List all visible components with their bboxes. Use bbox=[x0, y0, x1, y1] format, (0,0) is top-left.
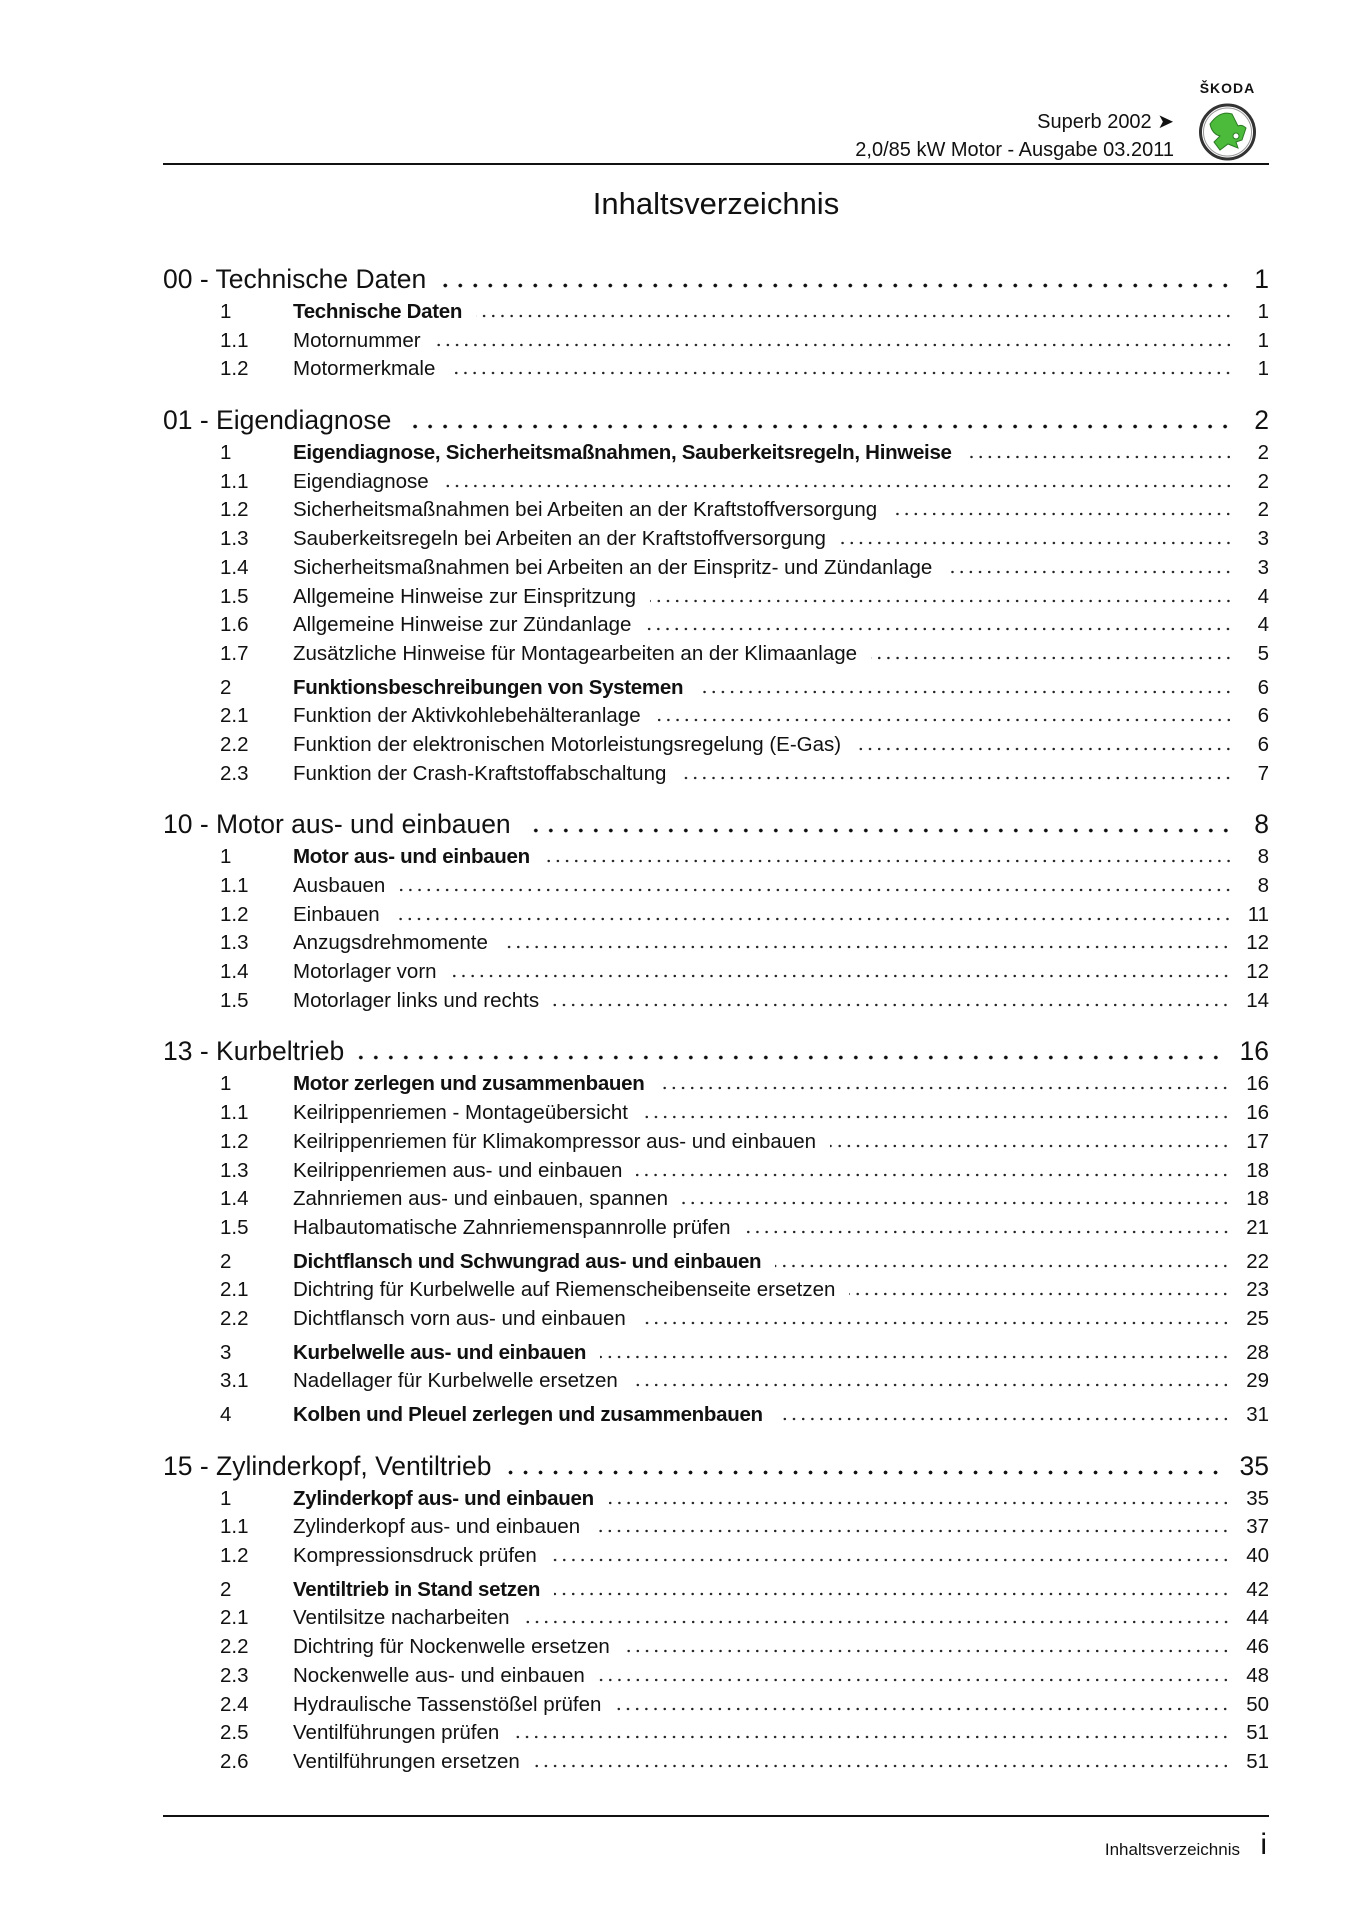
toc-chapter[interactable] bbox=[163, 1578, 1269, 1607]
toc-section[interactable] bbox=[163, 1036, 1269, 1072]
entry-page: 5 bbox=[1257, 641, 1269, 665]
entry-number: 3.1 bbox=[220, 1369, 249, 1393]
dot-leader bbox=[608, 1501, 1230, 1505]
toc-subentry[interactable] bbox=[163, 498, 1269, 527]
dot-leader bbox=[697, 690, 1233, 694]
entry-page: 11 bbox=[1247, 902, 1269, 926]
entry-title: Nockenwelle aus- und einbauen bbox=[293, 1663, 585, 1687]
dot-leader bbox=[632, 1383, 1230, 1387]
entry-title: Funktion der Crash-Kraftstoffabschaltung bbox=[293, 761, 667, 785]
skoda-logo-icon bbox=[1190, 80, 1265, 162]
dot-leader bbox=[440, 283, 1233, 288]
dot-leader bbox=[830, 1144, 1230, 1148]
entry-number: 2.2 bbox=[220, 732, 249, 756]
toc-subentry[interactable] bbox=[163, 960, 1269, 989]
entry-title: Ventilführungen prüfen bbox=[293, 1721, 500, 1745]
entry-page: 6 bbox=[1257, 675, 1269, 699]
toc-chapter[interactable] bbox=[163, 1072, 1269, 1101]
toc-subentry[interactable] bbox=[163, 1635, 1269, 1664]
entry-title: 15 - Zylinderkopf, Ventiltrieb bbox=[163, 1450, 492, 1481]
entry-number: 1.7 bbox=[220, 641, 249, 665]
entry-number: 1.1 bbox=[220, 1515, 249, 1539]
entry-number: 2.1 bbox=[220, 704, 249, 728]
entry-title: Eigendiagnose bbox=[293, 469, 429, 493]
dot-leader bbox=[650, 599, 1233, 603]
header-engine: 2,0/85 kW Motor - Ausgabe 03.2011 bbox=[855, 139, 1174, 161]
toc-section[interactable] bbox=[163, 405, 1269, 441]
entry-title: Dichtflansch und Schwungrad aus- und einbauen bbox=[293, 1249, 762, 1273]
entry-page: 8 bbox=[1254, 809, 1269, 840]
entry-page: 2 bbox=[1257, 469, 1269, 493]
toc-subentry[interactable] bbox=[163, 733, 1269, 762]
toc-subentry[interactable] bbox=[163, 585, 1269, 614]
entry-title: Dichtflansch vorn aus- und einbauen bbox=[293, 1306, 626, 1330]
entry-title: Motornummer bbox=[293, 328, 421, 352]
header-rule bbox=[163, 163, 1269, 165]
entry-title: Allgemeine Hinweise zur Einspritzung bbox=[293, 584, 636, 608]
toc-chapter[interactable] bbox=[163, 441, 1269, 470]
entry-page: 6 bbox=[1257, 732, 1269, 756]
dot-leader bbox=[524, 1620, 1231, 1624]
entry-title: Dichtring für Kurbelwelle auf Riemenscheibenseite ersetzen bbox=[293, 1278, 836, 1302]
dot-leader bbox=[745, 1230, 1231, 1234]
entry-page: 35 bbox=[1239, 1450, 1269, 1481]
dot-leader bbox=[449, 371, 1233, 375]
entry-title: Kurbelwelle aus- und einbauen bbox=[293, 1340, 587, 1364]
entry-page: 16 bbox=[1246, 1072, 1269, 1096]
dot-leader bbox=[777, 1417, 1230, 1421]
dot-leader bbox=[655, 718, 1233, 722]
entry-number: 2.4 bbox=[220, 1692, 249, 1716]
entry-page: 2 bbox=[1257, 498, 1269, 522]
entry-number: 1.4 bbox=[220, 1187, 249, 1211]
toc-subentry[interactable] bbox=[163, 329, 1269, 358]
entry-page: 8 bbox=[1257, 874, 1269, 897]
dot-leader bbox=[658, 1086, 1230, 1090]
dot-leader bbox=[502, 945, 1230, 949]
toc-section[interactable] bbox=[163, 264, 1269, 300]
toc-section[interactable] bbox=[163, 809, 1269, 845]
dot-leader bbox=[645, 627, 1233, 631]
toc-subentry[interactable] bbox=[163, 642, 1269, 671]
entry-number: 1.1 bbox=[220, 874, 249, 897]
entry-page: 18 bbox=[1246, 1158, 1269, 1182]
toc-chapter[interactable] bbox=[163, 300, 1269, 329]
entry-number: 2.6 bbox=[220, 1749, 249, 1773]
entry-title: Zylinderkopf aus- und einbauen bbox=[293, 1486, 594, 1510]
entry-title: Anzugsdrehmomente bbox=[293, 931, 488, 955]
entry-title: Motormerkmale bbox=[293, 357, 436, 381]
toc-subentry[interactable] bbox=[163, 1750, 1269, 1779]
entry-title: Keilrippenriemen - Montageübersicht bbox=[293, 1101, 629, 1125]
entry-page: 28 bbox=[1246, 1340, 1269, 1364]
entry-title: Nadellager für Kurbelwelle ersetzen bbox=[293, 1369, 618, 1393]
entry-title: Kolben und Pleuel zerlegen und zusammenbauen bbox=[293, 1403, 763, 1426]
dot-leader bbox=[525, 828, 1233, 833]
entry-number: 2 bbox=[220, 1577, 232, 1601]
toc-subentry[interactable] bbox=[163, 989, 1269, 1018]
entry-number: 2.5 bbox=[220, 1721, 249, 1745]
toc-subentry[interactable] bbox=[163, 931, 1269, 960]
entry-title: Keilrippenriemen aus- und einbauen bbox=[293, 1158, 623, 1182]
entry-number: 1.3 bbox=[220, 1158, 249, 1182]
entry-title: Motor aus- und einbauen bbox=[293, 845, 530, 869]
entry-page: 4 bbox=[1257, 584, 1269, 608]
entry-page: 12 bbox=[1246, 931, 1269, 955]
dot-leader bbox=[594, 1529, 1230, 1533]
dot-leader bbox=[551, 1558, 1230, 1562]
toc-subentry[interactable] bbox=[163, 1307, 1269, 1336]
dot-leader bbox=[405, 424, 1233, 429]
header-model: Superb 2002 ➤ bbox=[1037, 111, 1174, 133]
brand-logo-text: ŠKODA bbox=[1199, 80, 1256, 96]
entry-page: 16 bbox=[1246, 1101, 1269, 1125]
toc-subentry[interactable] bbox=[163, 874, 1269, 903]
entry-page: 1 bbox=[1257, 357, 1269, 381]
entry-title: 01 - Eigendiagnose bbox=[163, 405, 392, 436]
dot-leader bbox=[505, 1470, 1223, 1475]
entry-number: 1.2 bbox=[220, 902, 249, 926]
entry-page: 7 bbox=[1257, 761, 1269, 785]
entry-title: Zusätzliche Hinweise für Montagearbeiten an der Klimaanlage bbox=[293, 641, 858, 665]
entry-number: 2.1 bbox=[220, 1278, 249, 1302]
toc-subentry[interactable] bbox=[163, 1278, 1269, 1307]
entry-number: 2.3 bbox=[220, 761, 249, 785]
toc-subentry[interactable] bbox=[163, 1664, 1269, 1693]
entry-title: Motorlager links und rechts bbox=[293, 988, 540, 1012]
entry-number: 1.6 bbox=[220, 613, 249, 637]
dot-leader bbox=[775, 1264, 1230, 1268]
entry-number: 1.5 bbox=[220, 584, 249, 608]
entry-number: 1.2 bbox=[220, 1544, 249, 1568]
entry-page: 4 bbox=[1257, 613, 1269, 637]
entry-number: 1 bbox=[220, 1072, 232, 1096]
entry-number: 1 bbox=[220, 300, 232, 323]
dot-leader bbox=[600, 1355, 1230, 1359]
entry-page: 37 bbox=[1246, 1515, 1269, 1539]
entry-title: Dichtring für Nockenwelle ersetzen bbox=[293, 1635, 610, 1659]
dot-leader bbox=[451, 974, 1231, 978]
toc-subentry[interactable] bbox=[163, 1544, 1269, 1573]
entry-title: Eigendiagnose, Sicherheitsmaßnahmen, Sauberkeitsregeln, Hinweise bbox=[293, 441, 952, 465]
toc-chapter[interactable] bbox=[163, 1487, 1269, 1516]
dot-leader bbox=[946, 570, 1233, 574]
entry-title: Motorlager vorn bbox=[293, 960, 437, 984]
toc-subentry[interactable] bbox=[163, 1216, 1269, 1245]
entry-title: Motor zerlegen und zusammenbauen bbox=[293, 1072, 645, 1096]
toc-subentry[interactable] bbox=[163, 613, 1269, 642]
toc-subentry[interactable] bbox=[163, 556, 1269, 585]
entry-title: Keilrippenriemen für Klimakompressor aus- und einbauen bbox=[293, 1129, 817, 1153]
entry-page: 6 bbox=[1257, 704, 1269, 728]
dot-leader bbox=[871, 656, 1233, 660]
entry-title: Sicherheitsmaßnahmen bei Arbeiten an der Kraftstoffversorgung bbox=[293, 498, 878, 522]
dot-leader bbox=[682, 1201, 1230, 1205]
entry-page: 3 bbox=[1257, 555, 1269, 579]
dot-leader bbox=[553, 1003, 1230, 1007]
dot-leader bbox=[642, 1115, 1230, 1119]
entry-title: Funktionsbeschreibungen von Systemen bbox=[293, 675, 684, 699]
toc-subentry[interactable] bbox=[163, 1130, 1269, 1159]
entry-page: 17 bbox=[1246, 1129, 1269, 1153]
dot-leader bbox=[435, 343, 1233, 347]
toc-chapter[interactable] bbox=[163, 1403, 1269, 1432]
entry-title: Sicherheitsmaßnahmen bei Arbeiten an der Einspritz- und Zündanlage bbox=[293, 555, 933, 579]
dot-leader bbox=[891, 512, 1233, 516]
dot-leader bbox=[399, 888, 1233, 892]
entry-number: 2.2 bbox=[220, 1635, 249, 1659]
entry-title: Ventilführungen ersetzen bbox=[293, 1749, 520, 1773]
toc-section[interactable] bbox=[163, 1451, 1269, 1487]
entry-page: 14 bbox=[1246, 988, 1269, 1012]
dot-leader bbox=[680, 776, 1233, 780]
toc-subentry[interactable] bbox=[163, 704, 1269, 733]
entry-number: 1.5 bbox=[220, 1215, 249, 1239]
entry-title: 00 - Technische Daten bbox=[163, 264, 427, 294]
entry-page: 35 bbox=[1246, 1486, 1269, 1510]
toc-subentry[interactable] bbox=[163, 903, 1269, 932]
entry-title: Kompressionsdruck prüfen bbox=[293, 1544, 537, 1568]
entry-title: Funktion der Aktivkohlebehälteranlage bbox=[293, 704, 641, 728]
toc-subentry[interactable] bbox=[163, 527, 1269, 556]
dot-leader bbox=[544, 859, 1233, 863]
entry-number: 1.2 bbox=[220, 357, 249, 381]
entry-page: 22 bbox=[1246, 1249, 1269, 1273]
footer-rule bbox=[163, 1815, 1269, 1817]
entry-page: 12 bbox=[1246, 960, 1269, 984]
entry-page: 48 bbox=[1246, 1663, 1269, 1687]
entry-number: 2.1 bbox=[220, 1606, 249, 1630]
entry-page: 16 bbox=[1239, 1036, 1269, 1067]
entry-number: 1 bbox=[220, 1486, 232, 1510]
entry-page: 1 bbox=[1257, 300, 1269, 323]
entry-page: 8 bbox=[1257, 845, 1269, 869]
entry-title: Zahnriemen aus- und einbauen, spannen bbox=[293, 1187, 668, 1211]
dot-leader bbox=[624, 1649, 1230, 1653]
toc-chapter[interactable] bbox=[163, 1341, 1269, 1370]
entry-page: 51 bbox=[1246, 1721, 1269, 1745]
dot-leader bbox=[966, 455, 1233, 459]
dot-leader bbox=[554, 1592, 1230, 1596]
entry-title: Ausbauen bbox=[293, 874, 386, 897]
toc-subentry[interactable] bbox=[163, 470, 1269, 499]
dot-leader bbox=[636, 1173, 1230, 1177]
entry-title: Halbautomatische Zahnriemenspannrolle prüfen bbox=[293, 1215, 731, 1239]
entry-title: Funktion der elektronischen Motorleistungsregelung (E-Gas) bbox=[293, 732, 842, 756]
entry-number: 1.4 bbox=[220, 555, 249, 579]
entry-number: 1.3 bbox=[220, 527, 249, 551]
page-title: Inhaltsverzeichnis bbox=[592, 186, 840, 221]
entry-page: 21 bbox=[1246, 1215, 1269, 1239]
entry-number: 1.1 bbox=[220, 1101, 249, 1125]
entry-number: 2 bbox=[220, 1249, 232, 1273]
dot-leader bbox=[640, 1321, 1230, 1325]
toc-chapter[interactable] bbox=[163, 676, 1269, 705]
entry-title: Sauberkeitsregeln bei Arbeiten an der Kraftstoffversorgung bbox=[293, 527, 826, 551]
dot-leader bbox=[840, 541, 1233, 545]
toc-subentry[interactable] bbox=[163, 357, 1269, 386]
entry-title: Hydraulische Tassenstößel prüfen bbox=[293, 1692, 602, 1716]
footer-page-number: i bbox=[1260, 1828, 1267, 1861]
entry-title: 10 - Motor aus- und einbauen bbox=[163, 809, 511, 840]
entry-page: 50 bbox=[1246, 1692, 1269, 1716]
entry-page: 25 bbox=[1246, 1306, 1269, 1330]
entry-page: 1 bbox=[1254, 264, 1269, 294]
entry-number: 2 bbox=[220, 675, 232, 699]
entry-page: 2 bbox=[1257, 441, 1269, 465]
entry-number: 1.4 bbox=[220, 960, 249, 984]
dot-leader bbox=[849, 1292, 1230, 1296]
entry-page: 2 bbox=[1254, 405, 1269, 436]
footer-label: Inhaltsverzeichnis bbox=[1104, 1840, 1240, 1859]
entry-number: 1.3 bbox=[220, 931, 249, 955]
entry-number: 1 bbox=[220, 845, 232, 869]
entry-title: Zylinderkopf aus- und einbauen bbox=[293, 1515, 581, 1539]
dot-leader bbox=[394, 917, 1232, 921]
entry-title: Technische Daten bbox=[293, 300, 463, 323]
entry-page: 1 bbox=[1257, 328, 1269, 352]
entry-number: 3 bbox=[220, 1340, 232, 1364]
entry-number: 1.5 bbox=[220, 988, 249, 1012]
entry-page: 51 bbox=[1246, 1749, 1269, 1773]
dot-leader bbox=[534, 1764, 1230, 1768]
entry-number: 1.1 bbox=[220, 469, 249, 493]
dot-leader bbox=[358, 1055, 1223, 1060]
toc-subentry[interactable] bbox=[163, 1369, 1269, 1398]
entry-page: 31 bbox=[1246, 1403, 1269, 1426]
toc-subentry[interactable] bbox=[163, 1101, 1269, 1130]
entry-title: Ventiltrieb in Stand setzen bbox=[293, 1577, 541, 1601]
dot-leader bbox=[443, 484, 1233, 488]
entry-title: Ventilsitze nacharbeiten bbox=[293, 1606, 510, 1630]
toc-subentry[interactable] bbox=[163, 1693, 1269, 1722]
entry-number: 1 bbox=[220, 441, 232, 465]
entry-page: 3 bbox=[1257, 527, 1269, 551]
toc-subentry[interactable] bbox=[163, 1515, 1269, 1544]
entry-title: Einbauen bbox=[293, 902, 380, 926]
entry-number: 2.2 bbox=[220, 1306, 249, 1330]
entry-page: 42 bbox=[1246, 1577, 1269, 1601]
toc-chapter[interactable] bbox=[163, 845, 1269, 874]
dot-leader bbox=[615, 1707, 1230, 1711]
entry-page: 46 bbox=[1246, 1635, 1269, 1659]
toc-subentry[interactable] bbox=[163, 1159, 1269, 1188]
entry-title: Allgemeine Hinweise zur Zündanlage bbox=[293, 613, 632, 637]
toc-chapter[interactable] bbox=[163, 1250, 1269, 1279]
toc-subentry[interactable] bbox=[163, 762, 1269, 791]
entry-page: 18 bbox=[1246, 1187, 1269, 1211]
entry-number: 2.3 bbox=[220, 1663, 249, 1687]
dot-leader bbox=[855, 747, 1233, 751]
entry-number: 1.2 bbox=[220, 1129, 249, 1153]
toc-subentry[interactable] bbox=[163, 1606, 1269, 1635]
dot-leader bbox=[476, 314, 1233, 318]
entry-number: 4 bbox=[220, 1403, 232, 1426]
dot-leader bbox=[513, 1735, 1230, 1739]
toc-subentry[interactable] bbox=[163, 1187, 1269, 1216]
dot-leader bbox=[599, 1678, 1230, 1682]
entry-number: 1.2 bbox=[220, 498, 249, 522]
entry-page: 29 bbox=[1246, 1369, 1269, 1393]
entry-title: 13 - Kurbeltrieb bbox=[163, 1036, 345, 1067]
table-of-contents bbox=[163, 264, 1269, 1779]
entry-page: 40 bbox=[1246, 1544, 1269, 1568]
toc-subentry[interactable] bbox=[163, 1721, 1269, 1750]
entry-page: 23 bbox=[1246, 1278, 1269, 1302]
entry-number: 1.1 bbox=[220, 328, 249, 352]
entry-page: 44 bbox=[1246, 1606, 1269, 1630]
